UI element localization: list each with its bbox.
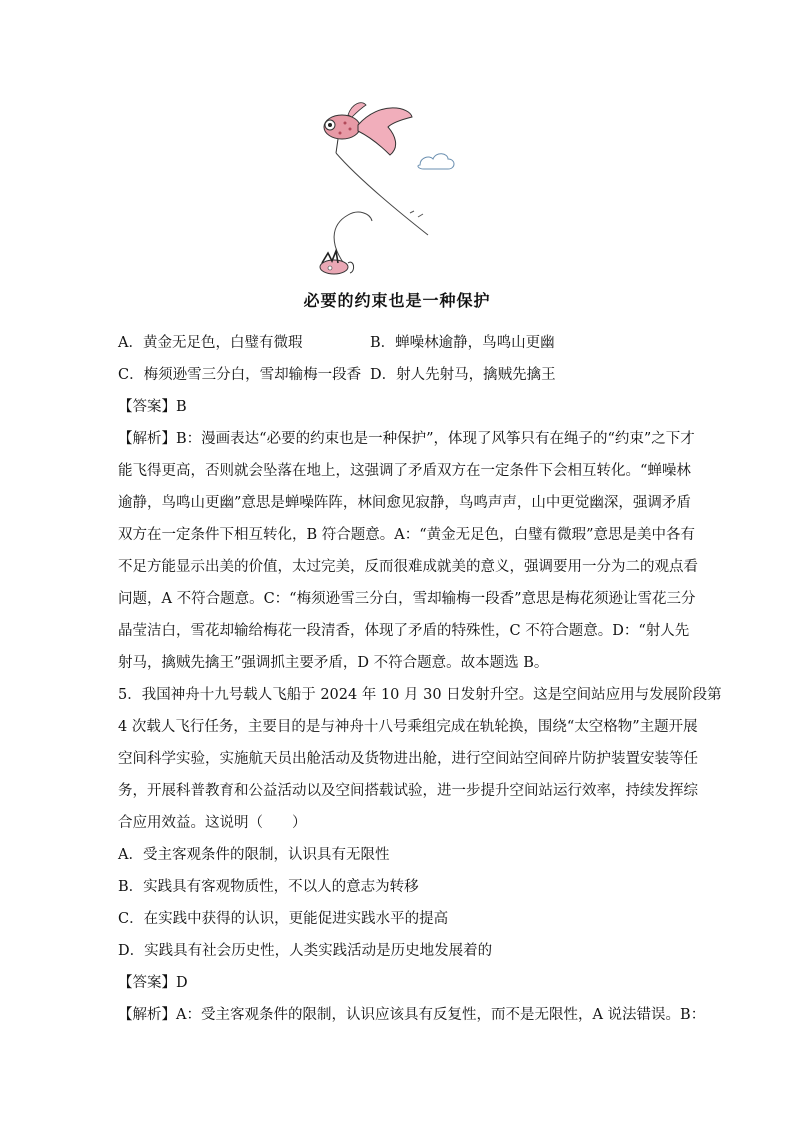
q4-analysis-line: 晶莹洁白，雪花却输给梅花一段清香，体现了矛盾的特殊性，C 不符合题意。D：“射人先 (118, 623, 690, 639)
q4-option-a: A．黄金无足色，白璧有微瑕 (118, 335, 303, 351)
q5-option-d: D．实践具有社会历史性，人类实践活动是历史地发展着的 (118, 943, 493, 959)
q4-analysis-line: 能飞得更高，否则就会坠落在地上，这强调了矛盾双方在一定条件下会相互转化。“蝉噪林 (118, 463, 691, 479)
kite-string (336, 153, 428, 235)
q5-option-b: B．实践具有客观物质性，不以人的意志为转移 (118, 879, 419, 895)
q5-stem-line: 合应用效益。这说明（ ） (118, 815, 307, 831)
q5-analysis-line: 【解析】A：受主客观条件的限制，认识应该具有反复性，而不是无限性，A 说法错误。B： (118, 1007, 706, 1023)
cartoon-caption: 必要的约束也是一种保护 (303, 291, 491, 310)
kite-cartoon-illustration (300, 95, 460, 285)
q5-option-a: A．受主客观条件的限制，认识具有无限性 (118, 847, 390, 863)
q5-stem-line: 5．我国神舟十九号载人飞船于 2024 年 10 月 30 日发射升空。这是空间站应用与发展阶段第 (118, 687, 722, 703)
q5-stem-line: 空间科学实验，实施航天员出舱活动及货物进出舱，进行空间站空间碎片防护装置安装等任 (118, 751, 698, 767)
q4-analysis-line: 双方在一定条件下相互转化，B 符合题意。A：“黄金无足色，白璧有微瑕”意思是美中各有 (118, 527, 696, 543)
q4-option-c: C．梅须逊雪三分白，雪却输梅一段香 (118, 367, 362, 383)
fish-kite-icon (324, 103, 412, 155)
q5-stem-line: 4 次载人飞行任务，主要目的是与神舟十八号乘组完成在轨轮换，围绕“太空格物”主题开展 (118, 719, 698, 735)
q4-option-b: B．蝉噪林逾静，鸟鸣山更幽 (370, 335, 555, 351)
q5-answer: 【答案】D (118, 975, 188, 991)
q5-option-c: C．在实践中获得的认识，更能促进实践水平的提高 (118, 911, 449, 927)
q4-analysis-line: 不足方能显示出美的价值，太过完美，反而很难成就美的意义，强调要用一分为二的观点看 (118, 559, 698, 575)
q4-answer: 【答案】B (118, 399, 187, 415)
q5-stem-line: 务，开展科普教育和公益活动以及空间搭载试验，进一步提升空间站运行效率，持续发挥综 (118, 783, 698, 799)
q4-analysis-line: 问题，A 不符合题意。C：“梅须逊雪三分白，雪却输梅一段香”意思是梅花须逊让雪花三分 (118, 591, 696, 607)
q4-analysis-line: 逾静，鸟鸣山更幽”意思是蝉噪阵阵，林间愈见寂静，鸟鸣声声，山中更觉幽深，强调矛盾 (118, 495, 691, 511)
cut-string (334, 212, 372, 265)
q4-analysis-line: 【解析】B：漫画表达“必要的约束也是一种保护”，体现了风筝只有在绳子的“约束”之下才 (118, 431, 695, 447)
q4-analysis-line: 射马，擒贼先擒王”强调抓主要矛盾，D 不符合题意。故本题选 B。 (118, 655, 549, 671)
cloud-icon (418, 154, 454, 169)
q4-option-d: D．射人先射马，擒贼先擒王 (370, 367, 556, 383)
fallen-kite-icon (320, 251, 354, 274)
